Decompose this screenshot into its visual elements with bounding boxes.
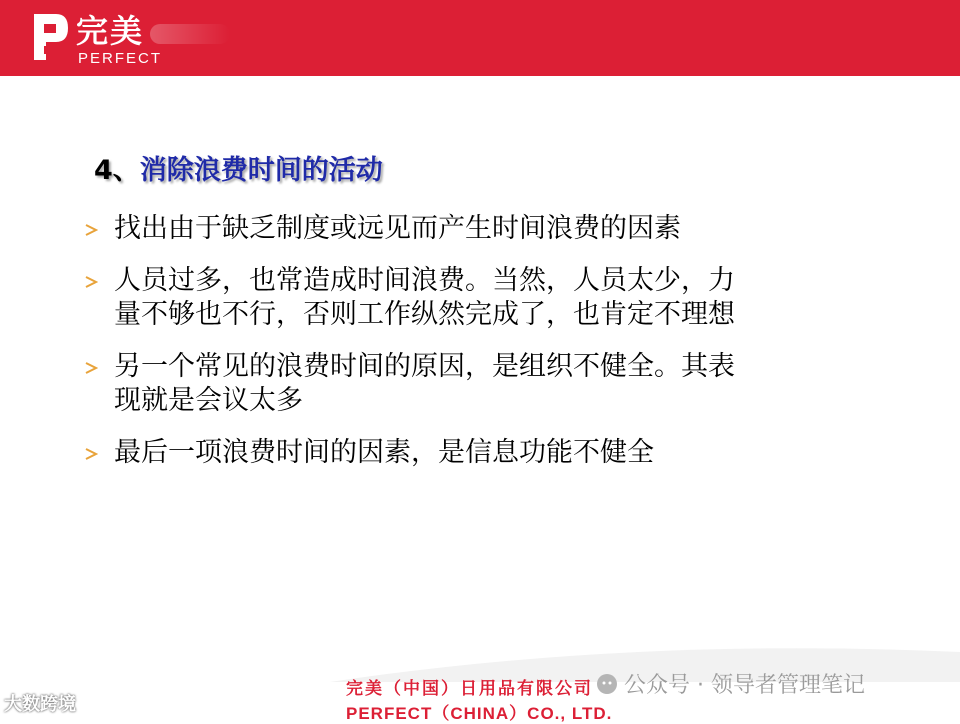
header-decoration: [150, 24, 230, 44]
arrow-bullet-icon: [84, 276, 98, 288]
wechat-icon: [596, 673, 618, 695]
bullet-line: 找出由于缺乏制度或远见而产生时间浪费的因素: [114, 213, 681, 244]
company-name-english: PERFECT（CHINA）CO., LTD.: [346, 704, 613, 723]
bullet-item: [84, 212, 874, 246]
company-name-chinese: 完美（中国）日用品有限公司: [346, 679, 593, 699]
bullet-item: [84, 264, 874, 332]
bullet-item: [84, 436, 874, 470]
arrow-bullet-icon: [84, 362, 98, 374]
watermark-wechat: [596, 668, 865, 699]
bullet-line: 现就是会议太多: [114, 385, 303, 416]
bullet-line: 量不够也不行，否则工作纵然完成了，也肯定不理想: [114, 299, 735, 330]
bullet-list: [84, 212, 874, 488]
bullet-line: 另一个常见的浪费时间的原因，是组织不健全。其表: [114, 351, 735, 382]
arrow-bullet-icon: [84, 448, 98, 460]
slide-title: [94, 148, 383, 187]
bullet-item: [84, 350, 874, 418]
watermark-left-text: 大数跨境: [4, 694, 76, 715]
bullet-line: 最后一项浪费时间的因素，是信息功能不健全: [114, 437, 654, 468]
header-bar: [0, 0, 960, 76]
logo-chinese-text: 完美: [76, 12, 145, 50]
title-text: 消除浪费时间的活动: [139, 155, 383, 186]
watermark-wechat-text: 公众号 · 领导者管理笔记: [624, 673, 865, 698]
logo-english-text: PERFECT: [78, 50, 163, 67]
arrow-bullet-icon: [84, 224, 98, 236]
perfect-logo-icon: [30, 10, 70, 65]
bullet-line: 人员过多，也常造成时间浪费。当然，人员太少，力: [114, 265, 735, 296]
watermark-left: [4, 690, 76, 716]
title-number: 4、: [94, 155, 140, 186]
